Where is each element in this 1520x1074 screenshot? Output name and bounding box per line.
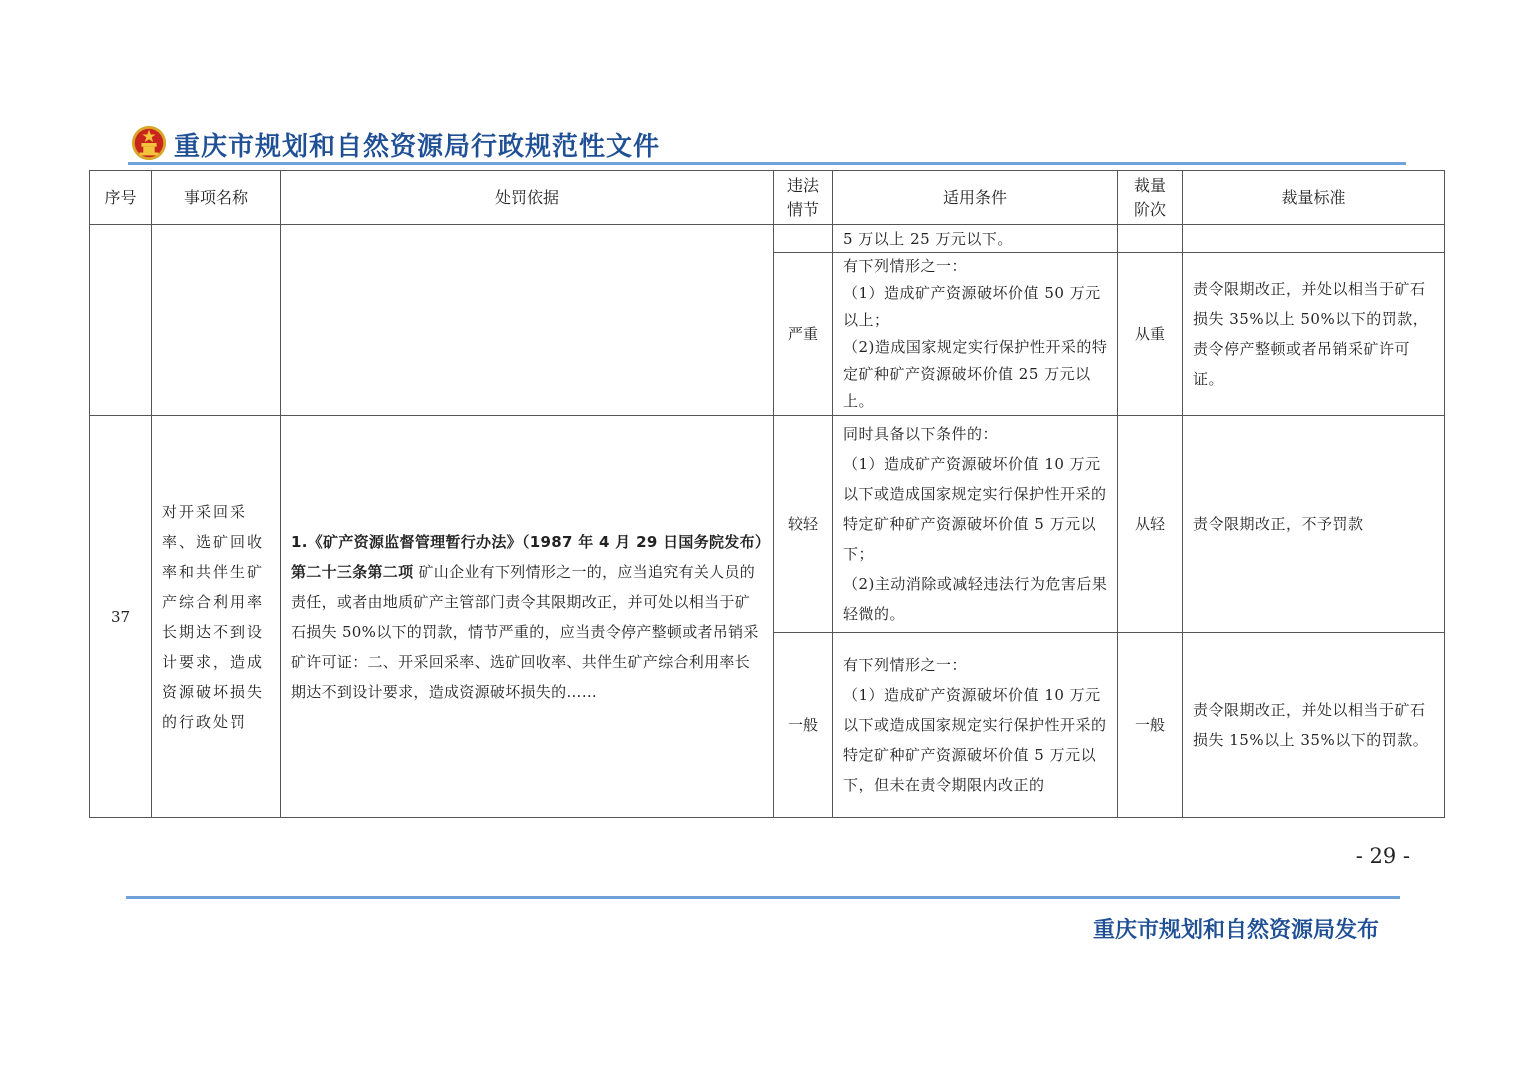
header-level xyxy=(1118,171,1183,225)
item-name-37: 对开采回采率、选矿回收率和共伴生矿产综合利用率长期达不到设计要求，造成资源破坏损失的行政处罚 xyxy=(152,416,281,818)
condition-line: （2)造成国家规定实行保护性开采的特定矿种矿产资源破坏价值 25 万元以上。 xyxy=(843,338,1108,410)
basis-regulation-text: 矿山企业有下列情形之一的，应当追究有关人员的责任，或者由地质矿产主管部门责令其限期改正，并可处以相当于矿石损失 50%以下的罚款，情节严重的，应当责令停产整顿或者吊销采矿许可证：二、开采回采率、选矿回收率、共伴生矿产综合利用率长期达不到设计要求，造成资源破坏损失的…… xyxy=(291,562,759,701)
condition-line: 有下列情形之一： xyxy=(843,656,968,674)
header-divider xyxy=(128,162,1406,165)
table-row xyxy=(90,225,1445,253)
page-number: - 29 - xyxy=(1355,844,1410,868)
circumstance-cell-continued xyxy=(774,225,833,253)
national-emblem-icon xyxy=(130,124,168,162)
standard-severe: 责令限期改正，并处以相当于矿石损失 35%以上 50%以下的罚款，责令停产整顿或者吊销采矿许可证。 xyxy=(1183,253,1445,416)
level-heavier: 从重 xyxy=(1118,253,1183,416)
standard-cell-continued xyxy=(1183,225,1445,253)
discretion-standards-table xyxy=(89,170,1445,818)
condition-line: 同时具备以下条件的： xyxy=(843,425,999,443)
level-cell-continued xyxy=(1118,225,1183,253)
circumstance-severe: 严重 xyxy=(774,253,833,416)
seq-cell-37: 37 xyxy=(90,416,152,818)
header-level-line1: 裁量 xyxy=(1133,175,1166,195)
level-lighter: 从轻 xyxy=(1118,416,1183,633)
header-circumstance xyxy=(774,171,833,225)
header-circumstance-line2: 情节 xyxy=(786,199,819,219)
header-level-line2: 阶次 xyxy=(1133,199,1166,219)
table-header-row xyxy=(90,171,1445,225)
basis-regulation-title: 1.《矿产资源监督管理暂行办法》（1987 年 4 月 29 日国务院发布）第二十三条第二项 xyxy=(291,532,763,581)
condition-line: （1）造成矿产资源破坏价值 10 万元以下或造成国家规定实行保护性开采的特定矿种矿产资源破坏价值 5 万元以下； xyxy=(843,455,1107,563)
standard-light: 责令限期改正，不予罚款 xyxy=(1183,416,1445,633)
condition-cell-light xyxy=(833,416,1118,633)
penalty-basis-37 xyxy=(281,416,774,818)
header-item-name: 事项名称 xyxy=(152,171,281,225)
condition-line: （1）造成矿产资源破坏价值 50 万元以上； xyxy=(843,284,1101,329)
seq-cell-continued xyxy=(90,225,152,416)
circumstance-light: 较轻 xyxy=(774,416,833,633)
condition-cell-severe xyxy=(833,253,1118,416)
condition-line: （2)主动消除或减轻违法行为危害后果轻微的。 xyxy=(843,575,1108,623)
document-series-title: 重庆市规划和自然资源局行政规范性文件 xyxy=(174,132,661,162)
condition-line: 有下列情形之一： xyxy=(843,257,968,275)
header-seq: 序号 xyxy=(90,171,152,225)
condition-cell-continued: 5 万以上 25 万元以下。 xyxy=(833,225,1118,253)
footer-publisher: 重庆市规划和自然资源局发布 xyxy=(1092,918,1379,943)
header-standard: 裁量标准 xyxy=(1183,171,1445,225)
table-row xyxy=(90,416,1445,633)
condition-cell-general xyxy=(833,633,1118,818)
circumstance-general: 一般 xyxy=(774,633,833,818)
basis-cell-continued xyxy=(281,225,774,416)
level-general: 一般 xyxy=(1118,633,1183,818)
header-penalty-basis: 处罚依据 xyxy=(281,171,774,225)
condition-line: （1）造成矿产资源破坏价值 10 万元以下或造成国家规定实行保护性开采的特定矿种矿产资源破坏价值 5 万元以下，但未在责令期限内改正的 xyxy=(843,686,1107,794)
standard-general: 责令限期改正，并处以相当于矿石损失 15%以上 35%以下的罚款。 xyxy=(1183,633,1445,818)
item-cell-continued xyxy=(152,225,281,416)
header-circumstance-line1: 违法 xyxy=(786,175,819,195)
footer-divider xyxy=(126,896,1400,899)
document-header xyxy=(128,122,1408,168)
header-conditions: 适用条件 xyxy=(833,171,1118,225)
